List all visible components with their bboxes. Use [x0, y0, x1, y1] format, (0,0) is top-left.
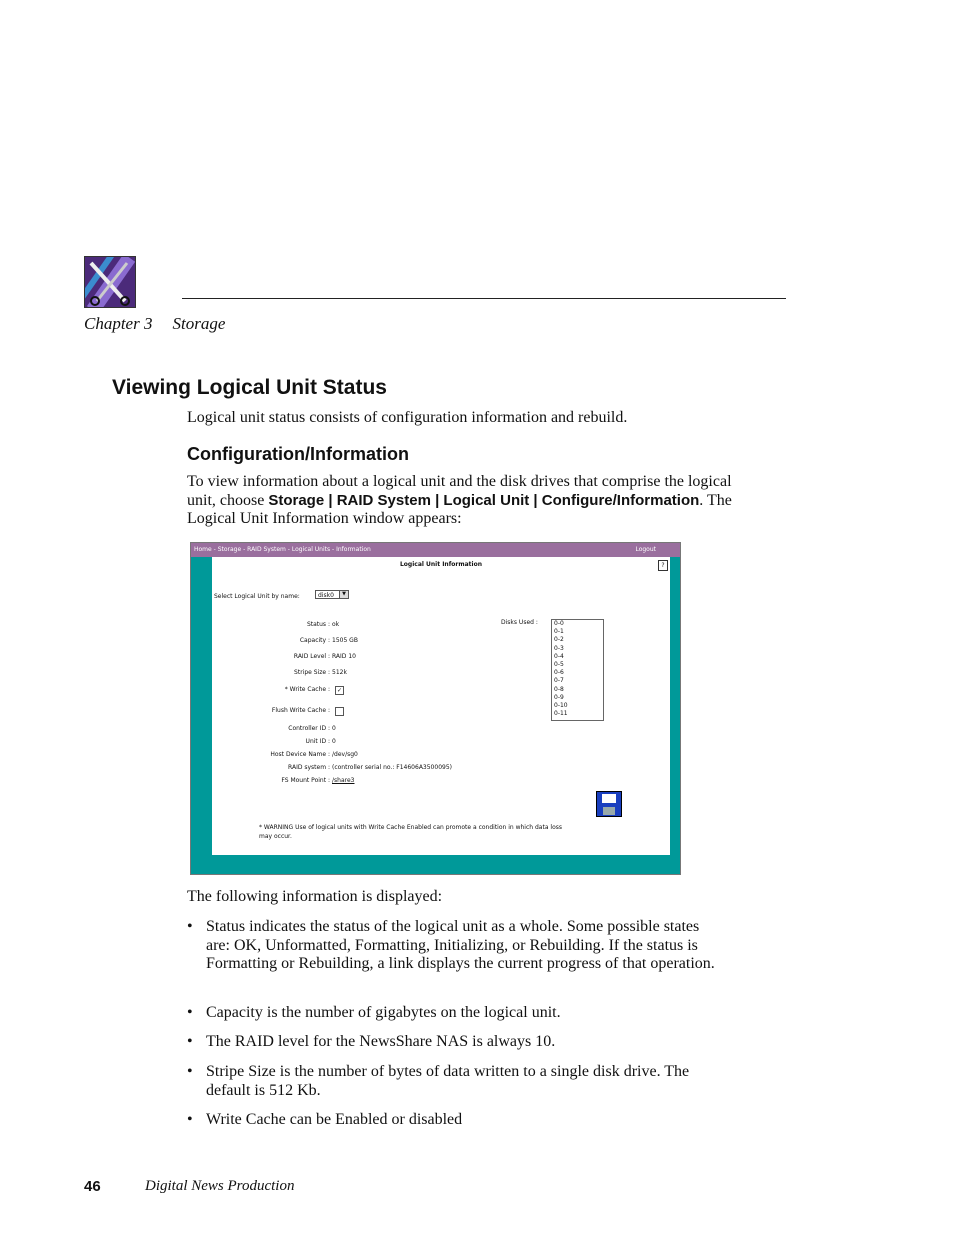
save-icon-shutter: [603, 807, 615, 815]
list-item[interactable]: 0-11: [554, 710, 568, 718]
warning-line-2: may occur.: [259, 833, 292, 840]
list-item[interactable]: 0-0: [554, 620, 564, 627]
raid-level-label: RAID Level :: [293, 653, 330, 660]
fs-mount-link[interactable]: /share3: [332, 777, 355, 784]
subsection-body: [187, 473, 732, 529]
chapter-title: Storage: [172, 314, 226, 333]
bullet-icon: •: [187, 1063, 193, 1080]
bullet-text: Capacity is the number of gigabytes on the logical unit.: [206, 1004, 561, 1021]
logical-unit-window: [190, 542, 681, 875]
chapter-label: Chapter 3: [84, 314, 153, 333]
flush-write-cache-checkbox[interactable]: [335, 707, 344, 716]
section-title: Viewing Logical Unit Status: [112, 376, 387, 399]
list-item: [187, 918, 732, 993]
breadcrumb[interactable]: Home - Storage - RAID System - Logical Units - Information: [194, 546, 371, 553]
bullet-icon: •: [187, 1033, 193, 1050]
bullet-text: Stripe Size is the number of bytes of data written to a single disk drive. The default is 512 Kb.: [206, 1063, 690, 1099]
nav-bar: [191, 543, 680, 557]
page-number: 46: [84, 1178, 101, 1195]
capacity-value: 1505 GB: [332, 637, 358, 644]
bullet-text: Write Cache can be Enabled or disabled: [206, 1111, 463, 1128]
logout-link[interactable]: Logout: [635, 546, 656, 553]
unit-id-value: 0: [332, 738, 336, 745]
bullet-text: Status indicates the status of the logical unit as a whole. Some possible states are: OK, Unformatted, Formatting, Initializing, or Rebuilding. If the status is Formatting or Rebuilding, a link displays the current progress of that operation.: [206, 918, 715, 972]
disks-listbox[interactable]: [551, 619, 604, 721]
bullet-text: The RAID level for the NewsShare NAS is always 10.: [206, 1033, 556, 1050]
status-label: Status :: [306, 621, 330, 628]
disks-used-label: Disks Used :: [501, 619, 538, 626]
info-panel: [212, 557, 670, 855]
unit-id-label: Unit ID :: [305, 738, 330, 745]
list-item: [187, 1063, 732, 1101]
list-item[interactable]: 0-1: [554, 628, 564, 636]
fs-mount-label: FS Mount Point :: [281, 777, 330, 784]
menu-path: Storage | RAID System | Logical Unit | Configure/Information: [268, 491, 700, 509]
controller-id-value: 0: [332, 725, 336, 732]
list-item[interactable]: 0-9: [554, 693, 564, 701]
list-item: [187, 1004, 732, 1023]
warning-line-1: * WARNING Use of logical units with Write Cache Enabled can promote a condition in which data loss: [259, 824, 562, 831]
raid-level-value: RAID 10: [332, 653, 356, 660]
select-label: Select Logical Unit by name:: [214, 593, 300, 600]
header-rule: [182, 298, 786, 299]
flush-write-cache-label: Flush Write Cache :: [271, 707, 330, 714]
list-item[interactable]: 0-3: [554, 644, 564, 652]
film-scissors-icon: [85, 257, 135, 307]
chapter-logo: [84, 256, 136, 308]
list-item[interactable]: 0-8: [554, 685, 564, 693]
section-intro: Logical unit status consists of configuration information and rebuild.: [187, 409, 628, 426]
body-post: . The Logical Unit Information window appears:: [187, 491, 732, 527]
logical-unit-select[interactable]: [315, 590, 349, 599]
chevron-down-icon[interactable]: ▼: [339, 591, 348, 598]
host-device-value: /dev/sg0: [332, 751, 358, 758]
select-value: disk0: [318, 592, 334, 599]
stripe-size-value: 512k: [332, 669, 347, 676]
list-item[interactable]: 0-5: [554, 660, 564, 668]
write-cache-checkbox[interactable]: ✓: [336, 687, 343, 694]
list-item: [187, 1111, 732, 1130]
bullet-icon: •: [187, 918, 193, 935]
status-value: ok: [332, 621, 340, 628]
list-item[interactable]: 0-7: [554, 677, 564, 685]
list-item[interactable]: 0-4: [554, 652, 564, 660]
panel-title: Logical Unit Information: [399, 561, 483, 568]
raid-system-label: RAID system :: [288, 764, 330, 771]
chapter-heading: [84, 314, 225, 334]
list-item[interactable]: 0-2: [554, 636, 564, 644]
help-icon[interactable]: ?: [658, 560, 668, 571]
list-item[interactable]: 0-10: [554, 701, 568, 709]
write-cache-label: * Write Cache :: [284, 686, 330, 693]
save-icon[interactable]: [596, 791, 622, 817]
bullet-icon: •: [187, 1111, 193, 1128]
capacity-label: Capacity :: [299, 637, 330, 644]
bullet-icon: •: [187, 1004, 193, 1021]
raid-system-value: (controller serial no.: F14606A3500095): [332, 764, 452, 771]
save-icon-label: [602, 794, 616, 803]
list-item: [187, 1033, 732, 1052]
stripe-size-label: Stripe Size :: [294, 669, 330, 676]
controller-id-label: Controller ID :: [288, 725, 330, 732]
list-item[interactable]: 0-6: [554, 669, 564, 677]
body-pre: To view information about a logical unit and the disk drives that comprise the logical unit, choose: [187, 473, 732, 509]
subsection-title: Configuration/Information: [187, 444, 409, 464]
host-device-label: Host Device Name :: [270, 751, 330, 758]
info-intro: The following information is displayed:: [187, 888, 443, 905]
book-title: Digital News Production: [145, 1178, 295, 1194]
